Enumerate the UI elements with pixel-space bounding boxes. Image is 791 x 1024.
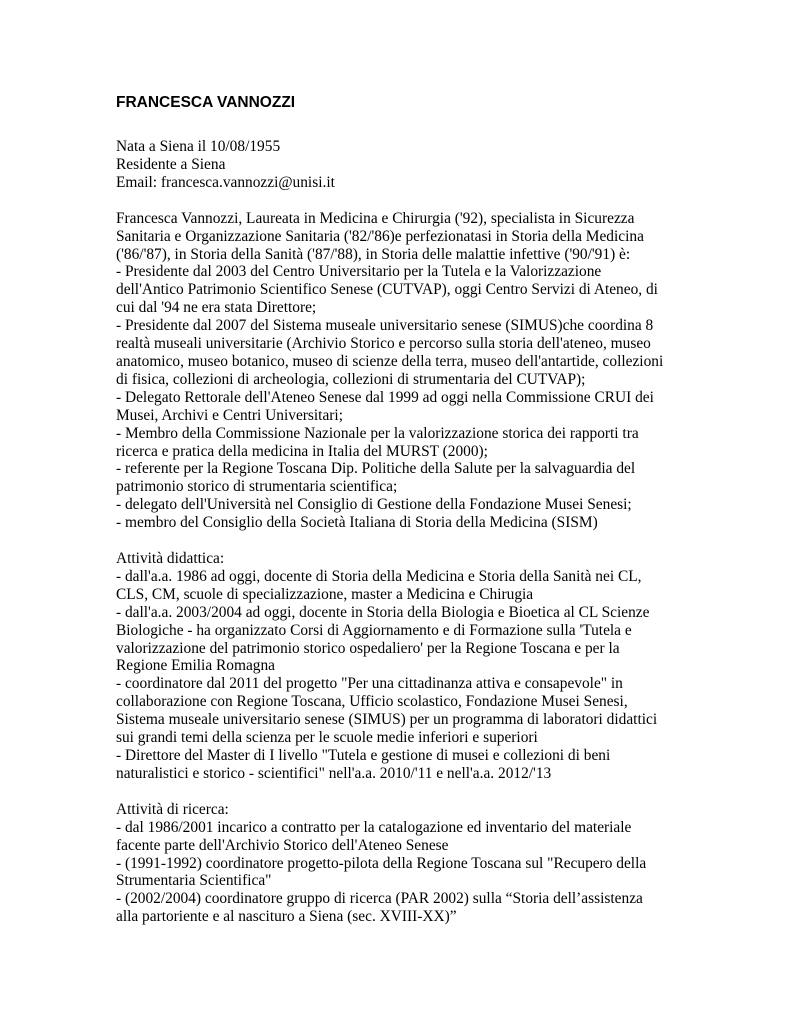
- research-line: facente parte dell'Archivio Storico dell'Ateneo Senese: [116, 836, 449, 854]
- research-line: Strumentaria Scientifica": [116, 872, 272, 890]
- teaching-line: Biologiche - ha organizzato Corsi di Aggiornamento e di Formazione sulla 'Tutela e: [116, 621, 632, 639]
- bio-line: - membro del Consiglio della Società Italiana di Storia della Medicina (SISM): [116, 514, 598, 532]
- teaching-line: Sistema museale universitario senese (SIMUS) per un programma di laboratori didattici: [116, 711, 658, 729]
- teaching-line: Regione Emilia Romagna: [116, 657, 276, 675]
- research-list: [116, 819, 676, 926]
- teaching-line: naturalistici e storico - scientifici" nell'a.a. 2010/'11 e nell'a.a. 2012/'13: [116, 764, 552, 782]
- bio-line: - Membro della Commissione Nazionale per la valorizzazione storica dei rapporti tra: [116, 424, 639, 442]
- research-line: - dal 1986/2001 incarico a contratto per la catalogazione ed inventario del materiale: [116, 818, 632, 836]
- bio-line: di fisica, collezioni di archeologia, collezioni di strumentaria del CUTVAP);: [116, 370, 586, 388]
- bio-line: cui dal '94 ne era stata Direttore;: [116, 299, 317, 317]
- teaching-line: valorizzazione del patrimonio storico ospedaliero' per la Regione Toscana e per la: [116, 639, 620, 657]
- teaching-line: - coordinatore dal 2011 del progetto "Per una cittadinanza attiva e consapevole" in: [116, 675, 623, 693]
- teaching-line: - dall'a.a. 1986 ad oggi, docente di Storia della Medicina e Storia della Sanità nei CL,: [116, 567, 642, 585]
- bio-line: Sanitaria e Organizzazione Sanitaria ('82/'86)e perfezionatasi in Storia della Medicina: [116, 227, 644, 245]
- bio-line: patrimonio storico di strumentaria scientifica;: [116, 478, 398, 496]
- teaching-list: [116, 568, 676, 783]
- teaching-heading: Attività didattica:: [116, 550, 225, 568]
- bio-line: anatomico, museo botanico, museo di scienze della terra, museo dell'antartide, collezioni: [116, 352, 664, 370]
- spacer: [116, 192, 676, 210]
- email-info: Email: francesca.vannozzi@unisi.it: [116, 173, 335, 191]
- spacer: [116, 532, 676, 550]
- bio-line: dell'Antico Patrimonio Scientifico Senese (CUTVAP), oggi Centro Servizi di Ateneo, di: [116, 281, 658, 299]
- teaching-line: - dall'a.a. 2003/2004 ad oggi, docente in Storia della Biologia e Bioetica al CL Scienze: [116, 603, 650, 621]
- bio-line: - delegato dell'Università nel Consiglio di Gestione della Fondazione Musei Senesi;: [116, 496, 632, 514]
- bio-line: Musei, Archivi e Centri Universitari;: [116, 406, 343, 424]
- bio-line: - Presidente dal 2007 del Sistema museale universitario senese (SIMUS)che coordina 8: [116, 317, 654, 335]
- teaching-line: CLS, CM, scuole di specializzazione, master a Medicina e Chirugia: [116, 585, 534, 603]
- research-heading: Attività di ricerca:: [116, 800, 229, 818]
- document-page: [116, 94, 676, 926]
- bio-line: ricerca e pratica della medicina in Italia del MURST (2000);: [116, 442, 488, 460]
- teaching-line: - Direttore del Master di I livello "Tutela e gestione di musei e collezioni di beni: [116, 747, 611, 764]
- research-line: alla partoriente e al nascituro a Siena (sec. XVIII-XX)”: [116, 908, 457, 926]
- research-section: [116, 801, 676, 926]
- birth-info: Nata a Siena il 10/08/1955: [116, 138, 281, 155]
- person-name-heading: FRANCESCA VANNOZZI: [116, 94, 296, 111]
- personal-info: [116, 138, 676, 192]
- teaching-section: [116, 550, 676, 783]
- teaching-line: sui grandi temi della scienza per le scuole medie inferiori e superiori: [116, 729, 538, 747]
- bio-line: Francesca Vannozzi, Laureata in Medicina e Chirurgia ('92), specialista in Sicurezza: [116, 209, 635, 227]
- bio-line: - Delegato Rettorale dell'Ateneo Senese dal 1999 ad oggi nella Commissione CRUI dei: [116, 388, 654, 406]
- bio-line: - referente per la Regione Toscana Dip. Politiche della Salute per la salvaguardia del: [116, 460, 636, 478]
- spacer: [116, 112, 676, 138]
- spacer: [116, 783, 676, 801]
- teaching-line: collaborazione con Regione Toscana, Ufficio scolastico, Fondazione Musei Senesi,: [116, 693, 628, 711]
- research-line: - (1991-1992) coordinatore progetto-pilota della Regione Toscana sul "Recupero della: [116, 854, 647, 872]
- research-line: - (2002/2004) coordinatore gruppo di ricerca (PAR 2002) sulla “Storia dell’assistenza: [116, 890, 643, 908]
- residence-info: Residente a Siena: [116, 155, 226, 173]
- bio-line: realtà museali universitarie (Archivio Storico e percorso sulla storia dell'ateneo, museo: [116, 335, 651, 353]
- bio-line: ('86/'87), in Storia della Sanità ('87/'88), in Storia delle malattie infettive ('90/'91) è:: [116, 245, 631, 263]
- bio-line: - Presidente dal 2003 del Centro Universitario per la Tutela e la Valorizzazione: [116, 263, 602, 281]
- bio-section: [116, 210, 676, 532]
